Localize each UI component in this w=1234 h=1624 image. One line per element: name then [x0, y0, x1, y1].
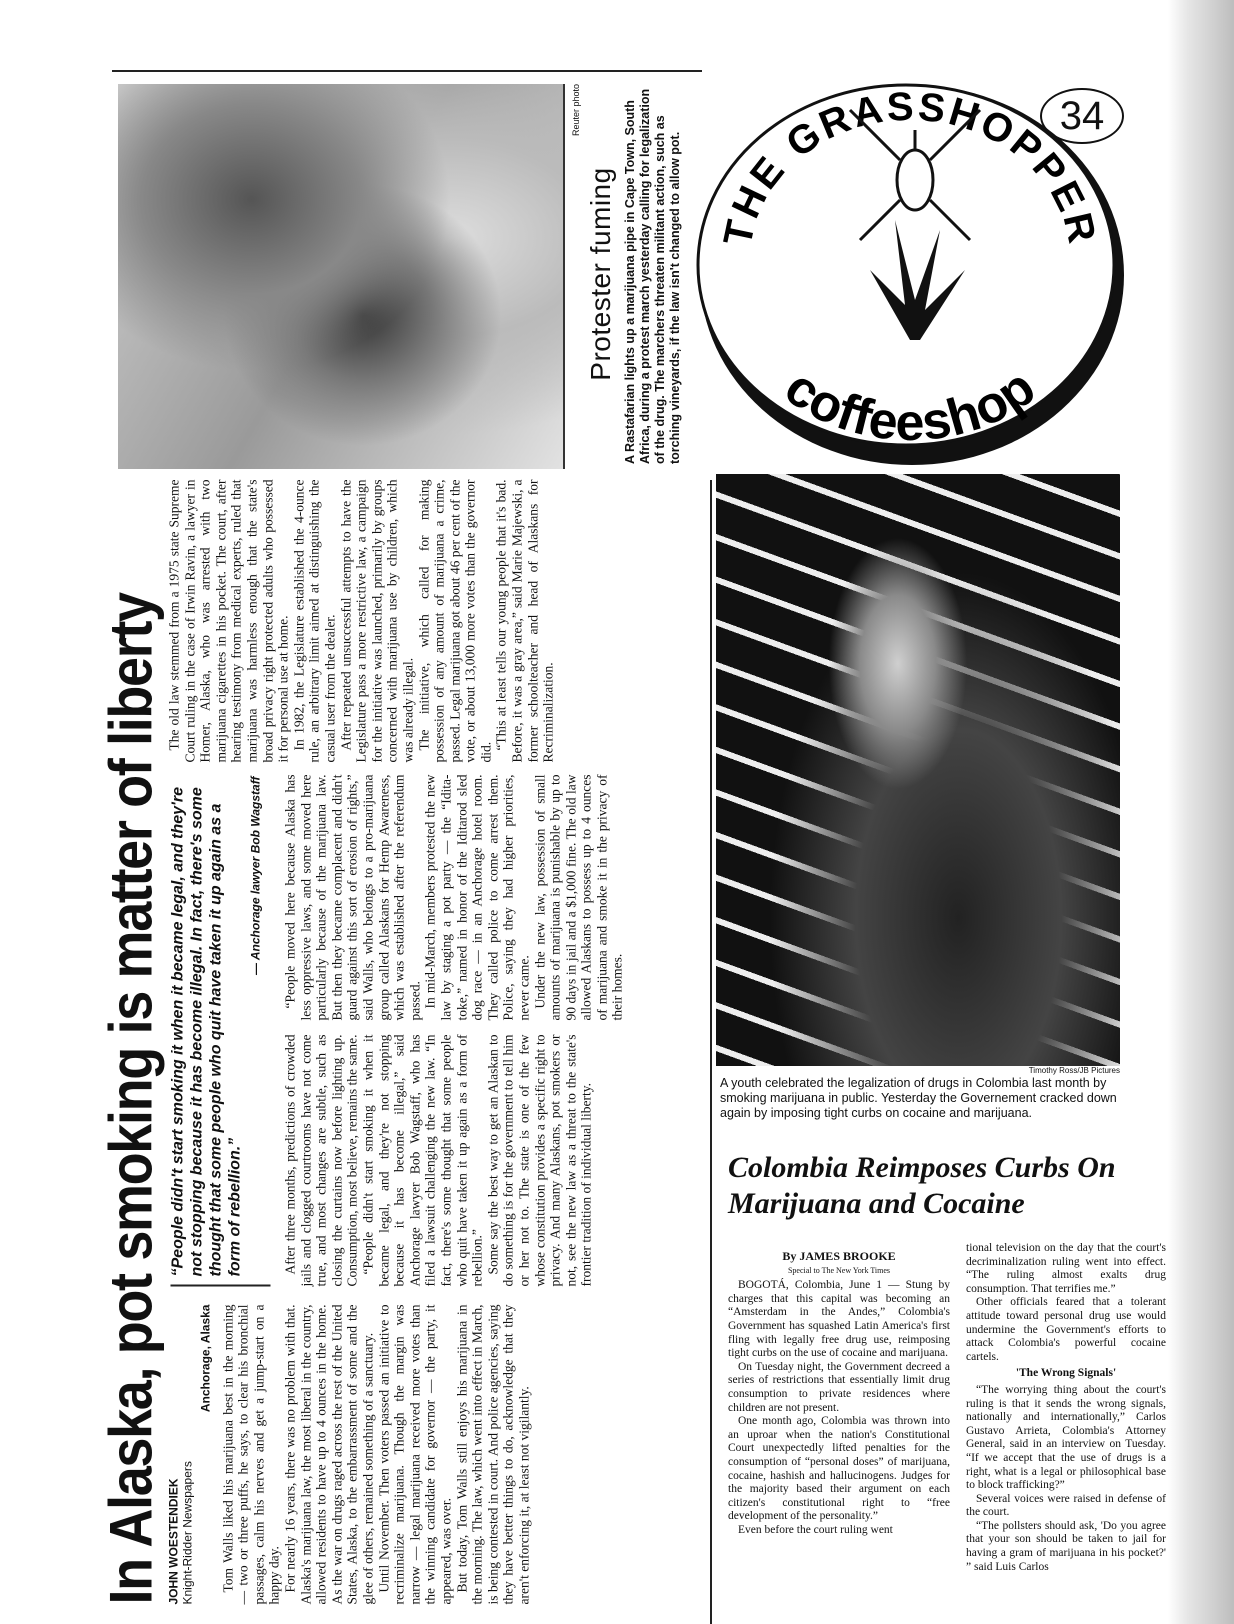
- paragraph: The initiative, which called for making possession of any amount of marijuana a crime, passed. Legal marijuana got about 46 per cent of the vote, or about 13,000 more votes than the governor did.: [416, 479, 494, 763]
- paragraph: Under the new law, possession of small amounts of marijuana is punishable by up to 90 days in jail and a $1,000 fine. The old law allowed Alaskans to possess up to 4 ounces of marijuana and smoke it in the privacy of their homes.: [532, 774, 625, 1021]
- paragraph: Tom Walls liked his marijuana best in the morning — two or three puffs, he says, to clear his bronchial passages, calm his nerves and get a jump-start on a happy day.: [220, 1304, 282, 1605]
- subhead: 'The Wrong Signals': [1015, 1367, 1117, 1380]
- scan-edge-shadow: [1168, 0, 1234, 1624]
- divider: [112, 70, 702, 72]
- pull-quote-text: “People didn't start smoking it when it became legal, and they're not stopping because it has become illegal. In fact, there's some thought that some people who quit have taken it up again as a form of rebellion.”: [169, 787, 244, 1277]
- paragraph: But today, Tom Walls still enjoys his marijuana in the morning. The law, which went into effect in March, is being contested in court. And police agencies, saying they have better things to do, acknowledge that they aren't enforcing it, at least not vigilantly.: [454, 1304, 532, 1605]
- article-column-4: [167, 480, 713, 763]
- protester-photo: [118, 84, 565, 469]
- paragraph: In mid-March, members protested the new law by staging a pot party — the “Idita-toke,” named in honor of the Iditarod sled dog race — in an Anchorage hotel room. They called police to come arrest them. Police, saying they had higher priorities, never came.: [422, 774, 532, 1021]
- paragraph: After repeated unsuccessful attempts to have the Legislature pass a more restrictive law, a campaign for the initiative was launched, primarily by groups concerned with marijuana use by children, which was already illegal.: [338, 479, 416, 763]
- paragraph: tional television on the day that the court's decriminalization ruling went into effect. “The ruling almost exalts drug consumption. That terrifies me.”: [966, 1242, 1166, 1295]
- paragraph: Some say the best way to get an Alaskan to do something is for the government to tell him or her not to. The state is one of the few whose constitution provides a specific right to privacy. And many Alaskans, pot smokers or not, see the new law as a threat to the state's frontier tradition of individual liberty.: [485, 1034, 594, 1287]
- youth-photo-caption: A youth celebrated the legalization of drugs in Colombia last month by smoking marijuana in public. Yesterday the Governement cracked down again by imposing tight curbs on cocaine and marijuana.: [720, 1076, 1117, 1120]
- grasshopper-coffeeshop-logo: [690, 70, 1140, 480]
- alaska-article: [97, 479, 713, 1605]
- paragraph: Until November. Then voters passed an initiative to recriminalize marijuana. Though the margin was narrow — legal marijuana received more votes than the winning candidate for governor — the party, it appeared, was over.: [376, 1304, 454, 1605]
- photo-credit: Timothy Ross/JB Pictures: [1028, 1066, 1120, 1075]
- paragraph: On Tuesday night, the Government decreed a series of restrictions that essentially limit drug consumption to private residences where children are not present.: [728, 1360, 950, 1414]
- article-column-3: [283, 775, 713, 1021]
- paragraph: “This at least tells our young people that it's bad. Before, it was a gray area,” said Marie Majewski, a former schoolteacher and head of Alaskans for Recriminalization.: [493, 479, 556, 763]
- paragraph: The old law stemmed from a 1975 state Supreme Court ruling in the case of Irwin Ravin, a lawyer in Homer, Alaska, who was arrested with two marijuana cigarettes in his pocket. The court, after hearing testimony from medical experts, ruled that marijuana was harmless enough that the state's broad privacy right protected adults who possessed it for personal use at home.: [166, 479, 291, 763]
- author: JOHN WOESTENDIEK: [166, 1478, 181, 1605]
- paragraph: “The worrying thing about the court's ruling is that it sends the wrong signals, nationally and internationally,” Carlos Gustavo Arrieta, Colombia's Attorney General, said in an interview on Tuesday. “If we accept that the use of drugs is a right, what is a legal or philosophical base to block trafficking?”: [966, 1383, 1166, 1492]
- colombia-column-2: [966, 1242, 1166, 1574]
- protester-photo-caption: [571, 84, 699, 464]
- paragraph: One month ago, Colombia was thrown into an uproar when the nation's Constitutional Court unexpectedly lifted penalties for the consumption of “personal doses” of marijuana, cocaine, hashish and hallucinogens. Judges for the majority based their argument on each citizen's constitutional right to “free development of the personality.”: [728, 1415, 950, 1523]
- paragraph: “People didn't start smoking it when it became legal, and they're not stopping because it has become illegal,” said Anchorage lawyer Bob Wagstaff, who has filed a lawsuit challenging the new law. “In fact, there's some thought that some people who quit have taken it up again as a form of rebellion.”: [360, 1034, 485, 1287]
- caption-title: Protester fuming: [585, 167, 616, 381]
- paragraph: After three months, predictions of crowded jails and clogged courtrooms have not come true, and most changes are subtle, such as closing the curtains now before lighting up. Consumption, most believe, remains the same.: [282, 1034, 360, 1287]
- article-column-1: [167, 1305, 713, 1605]
- colombia-headline: Colombia Reimposes Curbs On Marijuana and Cocaine: [728, 1151, 1116, 1220]
- agency: Knight-Ridder Newspapers: [180, 1461, 195, 1605]
- logo-top-text: THE GRASSHOPPER: [715, 84, 1105, 250]
- paragraph: For nearly 16 years, there was no problem with that. Alaska's marijuana law, the most liberal in the country, allowed residents to have up to 4 ounces in the home. As the war on drugs raged across the rest of the United States, Alaska, to the embarrassment of some and the glee of others, remained something of a sanctuary.: [282, 1304, 376, 1605]
- paragraph: BOGOTÁ, Colombia, June 1 — Stung by charges that this capital was becoming an “Amsterdam in the Andes,” Colombia's Government has squashed Latin America's first fling with legally free drug use, reimposing tight curbs on the use of cocaine and marijuana.: [728, 1279, 950, 1360]
- article-headline: In Alaska, pot smoking is matter of liberty: [97, 593, 165, 1605]
- paragraph: “The pollsters should ask, 'Do you agree that your son should be taken to jail for having a gram of marijuana in his pocket?' ” said Luis Carlos: [966, 1519, 1166, 1573]
- paragraph: “People moved here because Alaska has less oppressive laws, and some moved here particularly because of the marijuana law. But then they became complacent and didn't guard against this sort of erosion of rights,” said Walls, who belongs to a pro-marijuana group called Alaskans for Hemp Awareness, which was established after the referendum passed.: [282, 774, 423, 1021]
- paragraph: Other officials feared that a tolerant attitude toward personal drug use would undermine the Government's efforts to attack Colombia's powerful cocaine cartels.: [966, 1296, 1166, 1363]
- byline: By JAMES BROOKE: [782, 1249, 896, 1263]
- column-rule: [710, 480, 712, 1624]
- pull-quote-attribution: — Anchorage lawyer Bob Wagstaff: [248, 776, 263, 975]
- quote-rule: [171, 1285, 271, 1287]
- logo-bottom-text: coffeeshop: [774, 358, 1046, 453]
- colombia-column-1: [728, 1246, 950, 1537]
- dateline: Anchorage, Alaska: [198, 1304, 213, 1413]
- pull-quote: [169, 777, 273, 1277]
- byline: [167, 1305, 195, 1605]
- paragraph: Even before the court ruling went: [738, 1523, 893, 1536]
- page-number: 34: [1040, 88, 1124, 144]
- paragraph: Several voices were raised in defense of the court.: [966, 1492, 1166, 1519]
- youth-smoking-photo: [716, 474, 1120, 1066]
- caption-text: A Rastafarian lights up a marijuana pipe in Cape Town, South Africa, during a protest march yesterday calling for legalization of the drug. The marchers threaten militant action, such as torching vineyards, if the law isn't changed to allow pot.: [623, 88, 682, 464]
- article-column-2: [283, 1035, 713, 1287]
- photo-credit: Reuter photo: [571, 84, 581, 137]
- byline-special: Special to The New York Times: [787, 1265, 891, 1275]
- paragraph: In 1982, the Legislature established the 4-ounce rule, an arbitrary limit aimed at distinguishing the casual user from the dealer.: [291, 479, 338, 763]
